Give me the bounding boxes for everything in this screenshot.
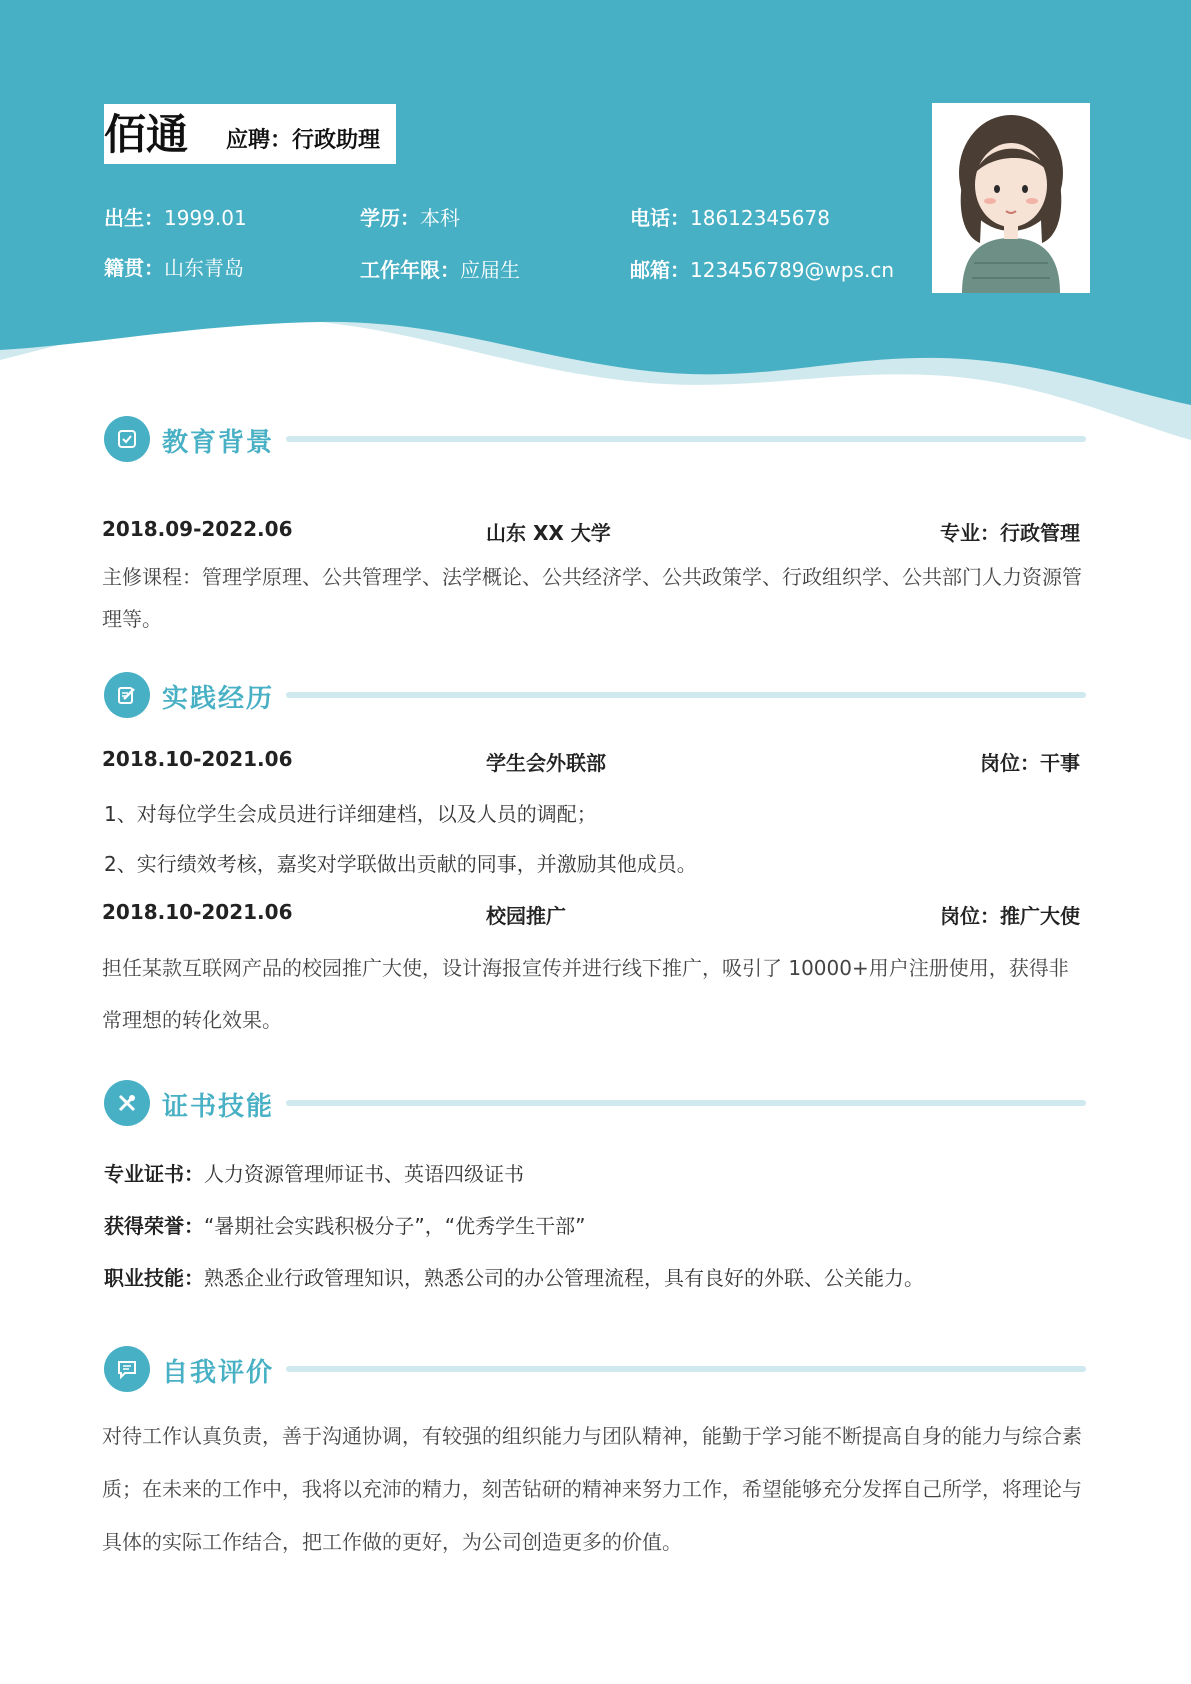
section-title: 自我评价 <box>162 1358 275 1388</box>
avatar-illustration <box>932 103 1090 293</box>
info-work-years: 工作年限：应届生 <box>360 258 520 282</box>
education-major: 专业：行政管理 <box>940 521 1080 545</box>
self-evaluation-text: 对待工作认真负责，善于沟通协调，有较强的组织能力与团队精神，能勤于学习能不断提高自身的能力与综合素质；在未来的工作中，我将以充沛的精力，刻苦钻研的精神来努力工作，希望能够充分发挥自己所学，将理论与具体的实际工作结合，把工作做的更好，为公司创造更多的价值。 <box>102 1424 1082 1554</box>
section-title: 证书技能 <box>162 1092 275 1122</box>
avatar <box>932 103 1090 293</box>
practice-role: 岗位：干事 <box>980 751 1080 775</box>
skill-honors: 获得荣誉：“暑期社会实践积极分子”，“优秀学生干部” <box>104 1214 586 1238</box>
section-title: 实践经历 <box>162 684 275 714</box>
comment-icon <box>104 1346 150 1392</box>
applicant-name: 佰通 <box>104 110 189 159</box>
education-school: 山东 XX 大学 <box>486 521 611 545</box>
section-self-eval-header <box>104 1346 1084 1396</box>
section-practice-header <box>104 672 1084 722</box>
section-divider <box>286 1100 1086 1106</box>
practice-period: 2018.10-2021.06 <box>102 900 293 924</box>
info-birth: 出生：1999.01 <box>104 206 247 230</box>
section-divider <box>286 692 1086 698</box>
practice-detail-line: 1、对每位学生会成员进行详细建档，以及人员的调配； <box>104 802 597 826</box>
info-education: 学历：本科 <box>360 206 460 230</box>
skill-certificates: 专业证书：人力资源管理师证书、英语四级证书 <box>104 1162 524 1186</box>
info-origin: 籍贯：山东青岛 <box>104 256 244 280</box>
education-courses: 主修课程：管理学原理、公共管理学、法学概论、公共经济学、公共政策学、行政组织学、公共部门人力资源管理等。 <box>102 565 1082 631</box>
section-title: 教育背景 <box>162 428 275 458</box>
applied-position: 应聘：行政助理 <box>226 128 381 153</box>
practice-org: 校园推广 <box>486 904 566 928</box>
section-divider <box>286 436 1086 442</box>
education-period: 2018.09-2022.06 <box>102 517 293 541</box>
practice-role: 岗位：推广大使 <box>940 904 1080 928</box>
practice-detail-line: 2、实行绩效考核，嘉奖对学联做出贡献的同事，并激励其他成员。 <box>104 852 697 876</box>
name-block <box>104 104 396 164</box>
practice-description: 担任某款互联网产品的校园推广大使，设计海报宣传并进行线下推广，吸引了 10000+用户注册使用，获得非常理想的转化效果。 <box>102 956 1069 1032</box>
section-skills-header <box>104 1080 1084 1130</box>
checklist-icon <box>104 416 150 462</box>
tools-icon <box>104 1080 150 1126</box>
practice-org: 学生会外联部 <box>486 751 606 775</box>
info-email: 邮箱：123456789@wps.cn <box>630 258 895 282</box>
info-phone: 电话：18612345678 <box>630 206 830 230</box>
practice-period: 2018.10-2021.06 <box>102 747 293 771</box>
skill-professional: 职业技能：熟悉企业行政管理知识，熟悉公司的办公管理流程，具有良好的外联、公关能力。 <box>104 1266 924 1290</box>
section-divider <box>286 1366 1086 1372</box>
edit-icon <box>104 672 150 718</box>
section-education-header <box>104 416 1084 466</box>
